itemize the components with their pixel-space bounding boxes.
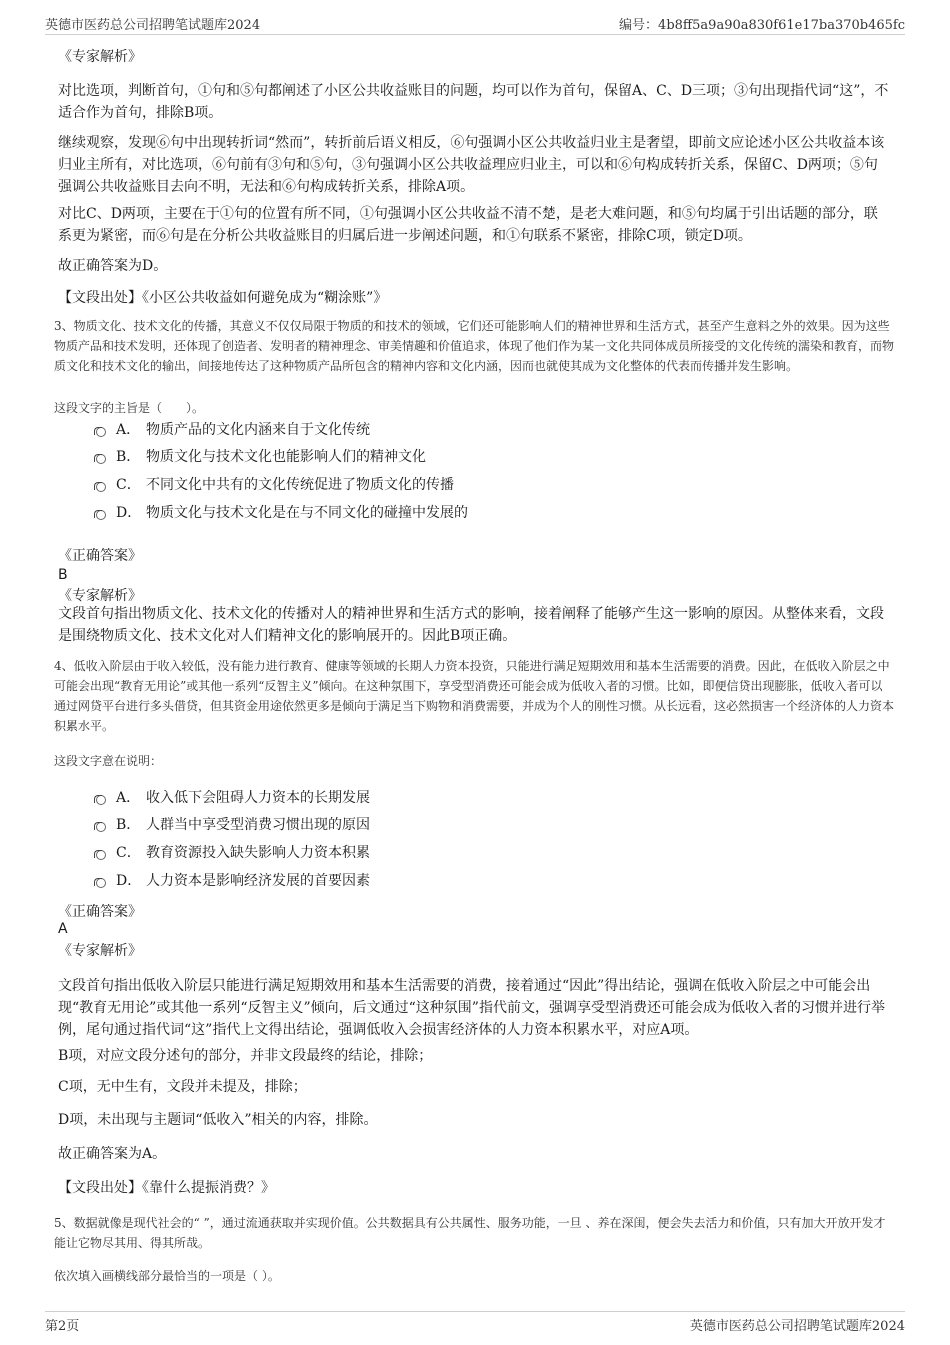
q4-analysis-para-3: C项，无中生有，文段并未提及，排除； [58,1079,307,1095]
q3-analysis: 文段首句指出物质文化、技术文化的传播对人的精神世界和生活方式的影响，接着阐释了能够产生这一影响的原因。从整体来看，文段是围绕物质文化、技术文化对人们精神文化的影响展开的。因此B项正确。 [58,606,884,644]
q2-analysis-para-3: 对比C、D两项，主要在于①句的位置有所不同，①句强调小区公共收益不清不楚，是老大难问题，和⑤句均属于引出话题的部分，联系更为紧密，而⑥句是在分析公共收益账目的归属后进一步阐述问题，和①句联系不紧密，排除C项，锁定D项。 [58,206,878,244]
q3-option-c[interactable]: C． 不同文化中共有的文化传统促进了物质文化的传播 [96,474,454,496]
q4-source: 【文段出处】《靠什么提振消费？》 [58,1180,275,1196]
q4-option-b[interactable]: B． 人群当中享受型消费习惯出现的原因 [96,814,370,836]
radio-icon[interactable] [96,822,106,832]
q5-stem: 5、数据就像是现代社会的“ ”，通过流通获取并实现价值。公共数据具有公共属性、服务功能，一旦 、养在深闺，便会失去活力和价值，只有加大开放开发才能让它物尽其用、得其所哉。 [54,1216,886,1250]
q4-answer: A [58,921,68,937]
page-footer [45,1311,905,1336]
q2-source: 【文段出处】《小区公共收益如何避免成为“糊涂账”》 [58,290,388,306]
header-doc-code: 编号：4b8ff5a9a90a830f61e17ba370b465fc [619,18,905,33]
radio-icon[interactable] [96,795,106,805]
q4-option-d[interactable]: D． 人力资本是影响经济发展的首要因素 [96,870,370,892]
q2-analysis-title: 《专家解析》 [58,49,142,65]
q2-analysis-para-2: 继续观察，发现⑥句中出现转折词“然而”，转折前后语义相反，⑥句强调小区公共收益归业主是奢望，即前文应论述小区公共收益本该归业主所有，对比选项，⑥句前有③句和⑤句，③句强调小区公共收益理应归业主，可以和⑥句构成转折关系，保留C、D两项；⑤句强调公共收益账目去向不明，无法和⑥句构成转折关系，排除A项。 [58,135,885,195]
q4-answer-title: 《正确答案》 [58,904,142,920]
q3-answer: B [58,567,68,583]
q3-option-a[interactable]: A． 物质产品的文化内涵来自于文化传统 [96,419,370,441]
q5-question: 依次填入画横线部分最恰当的一项是（ ）。 [54,1269,280,1283]
footer-page-number: 第2页 [45,1319,80,1334]
q4-analysis-title: 《专家解析》 [58,943,142,959]
q4-analysis-para-2: B项，对应文段分述句的部分，并非文段最终的结论，排除； [58,1048,433,1064]
radio-icon[interactable] [96,427,106,437]
q4-option-a[interactable]: A． 收入低下会阻碍人力资本的长期发展 [96,787,370,809]
q2-analysis-para-1: 对比选项，判断首句，①句和⑤句都阐述了小区公共收益账目的问题，均可以作为首句，保留A、C、D三项；③句出现指代词“这”，不适合作为首句，排除B项。 [58,83,889,121]
q4-analysis-para-4: D项，未出现与主题词“低收入”相关的内容，排除。 [58,1112,378,1128]
q4-option-c[interactable]: C． 教育资源投入缺失影响人力资本积累 [96,842,370,864]
q3-question: 这段文字的主旨是（ ）。 [54,401,205,415]
q3-stem: 3、物质文化、技术文化的传播，其意义不仅仅局限于物质的和技术的领域，它们还可能影响人们的精神世界和生活方式，甚至产生意料之外的效果。因为这些物质产品和技术发明，还体现了创造者、发明者的精神理念、审美情趣和价值追求，体现了他们作为某一文化共同体成员所接受的文化传统的濡染和教育，而物质文化和技术文化的输出，间接地传达了这种物质产品所包含的精神内容和文化内涵，因而也就使其成为文化整体的代表而传播并发生影响。 [54,319,895,373]
q3-option-d[interactable]: D． 物质文化与技术文化是在与不同文化的碰撞中发展的 [96,502,468,524]
radio-icon[interactable] [96,878,106,888]
radio-icon[interactable] [96,510,106,520]
header-title: 英德市医药总公司招聘笔试题库2024 [45,18,261,33]
q3-answer-title: 《正确答案》 [58,548,142,564]
q3-analysis-title: 《专家解析》 [58,588,142,604]
q3-option-b[interactable]: B． 物质文化与技术文化也能影响人们的精神文化 [96,446,426,468]
q4-answer-conclusion: 故正确答案为A。 [58,1146,167,1162]
page-header [45,14,905,35]
q4-question: 这段文字意在说明： [54,754,163,768]
footer-title: 英德市医药总公司招聘笔试题库2024 [689,1319,905,1334]
q2-answer-conclusion: 故正确答案为D。 [58,258,168,274]
radio-icon[interactable] [96,482,106,492]
radio-icon[interactable] [96,850,106,860]
radio-icon[interactable] [96,454,106,464]
q4-stem: 4、低收入阶层由于收入较低，没有能力进行教育、健康等领域的长期人力资本投资，只能进行满足短期效用和基本生活需要的消费。因此，在低收入阶层之中可能会出现“教育无用论”或其他一系列“反智主义”倾向。在这种氛围下，享受型消费还可能会成为低收入者的习惯。比如，即便信贷出现膨胀，低收入者可以通过网贷平台进行多头借贷，但其资金用途依然更多是倾向于满足当下购物和消费需要，并成为个人的刚性习惯。从长远看，这必然损害一个经济体的人力资本积累水平。 [54,659,895,733]
q4-analysis-para-1: 文段首句指出低收入阶层只能进行满足短期效用和基本生活需要的消费，接着通过“因此”得出结论，强调在低收入阶层之中可能会出现“教育无用论”或其他一系列“反智主义”倾向，后文通过“这种氛围”指代前文，强调享受型消费还可能会成为低收入者的习惯并进行举例，尾句通过指代词“这”指代上文得出结论，强调低收入会损害经济体的人力资本积累水平，对应A项。 [58,978,885,1038]
